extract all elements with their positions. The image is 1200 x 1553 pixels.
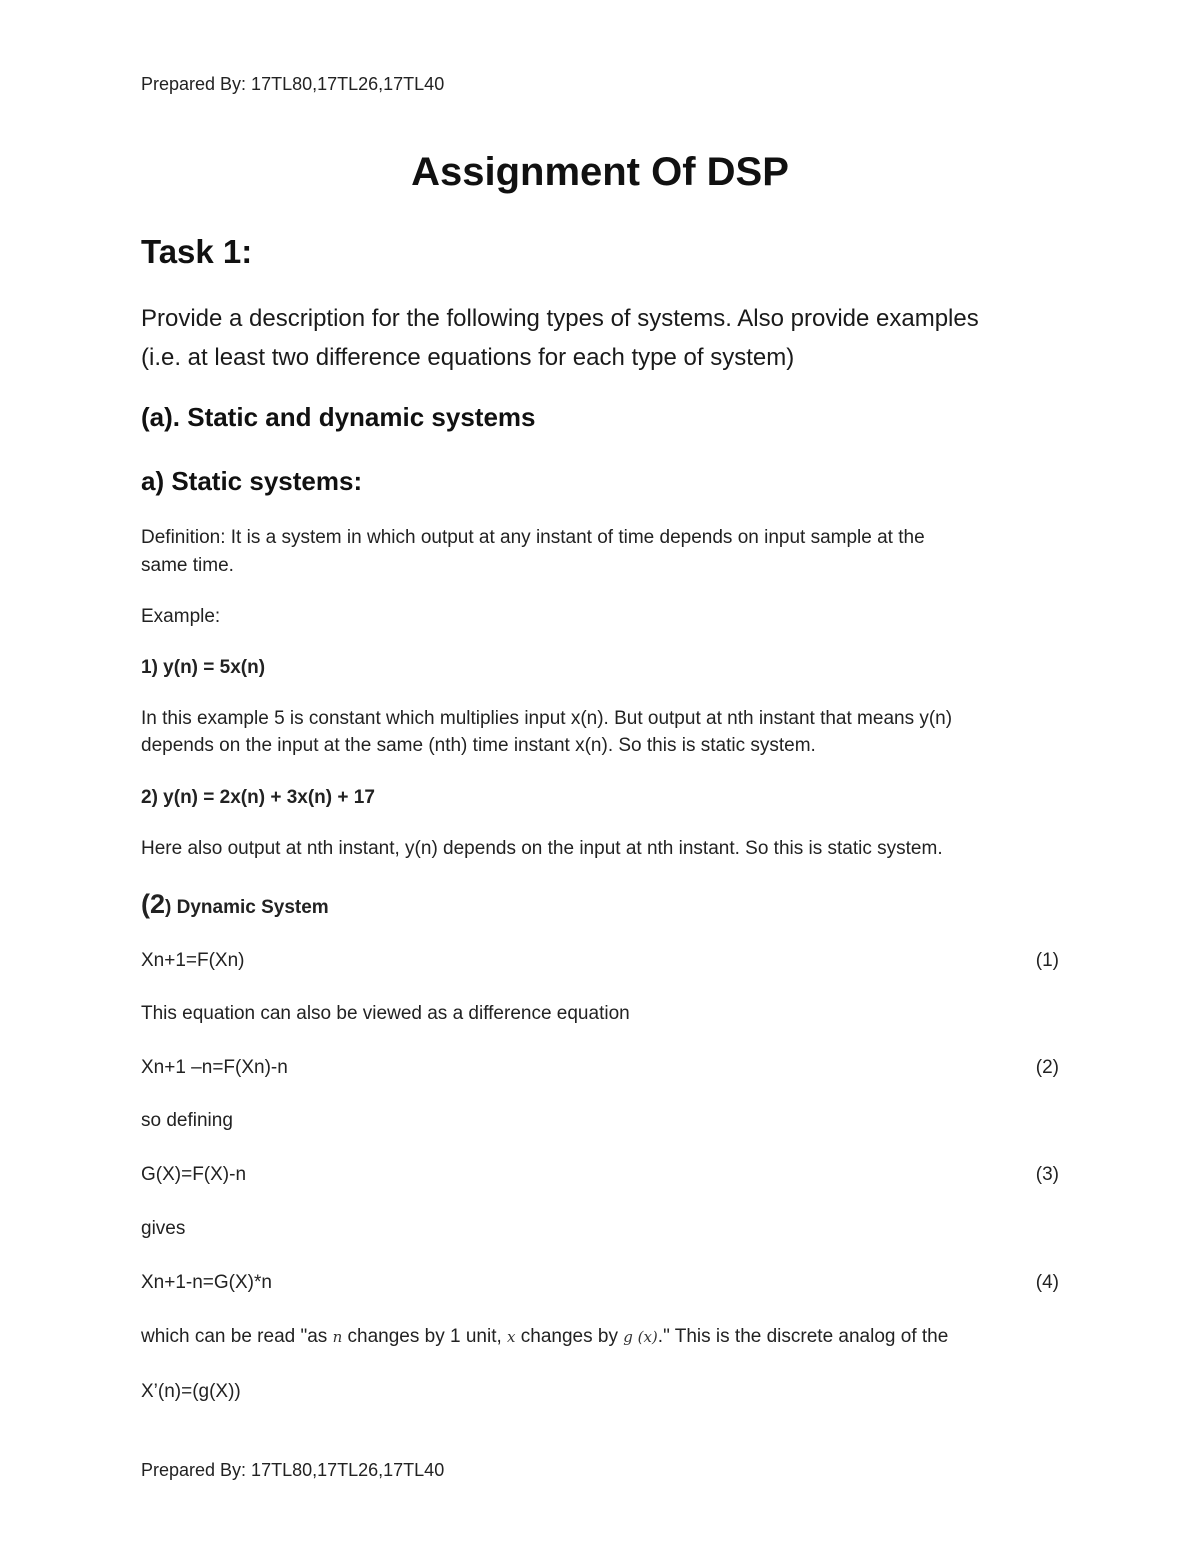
equation-number-1: (1) (1035, 950, 1059, 971)
example-label: Example: (141, 606, 221, 627)
math-x: x (507, 1328, 516, 1346)
dynamic-system-heading (141, 889, 329, 920)
discrete-analog-sentence (141, 1326, 948, 1348)
dynamic-equation-2: Xn+1 –n=F(Xn)-n (141, 1057, 288, 1078)
dynamic-equation-4: Xn+1-n=G(X)*n (141, 1272, 272, 1293)
section-a-heading: (a). Static and dynamic systems (141, 402, 536, 432)
definition-line-1: Definition: It is a system in which output at any instant of time depends on input sample at the (141, 527, 925, 548)
sentence-part-4: ." This is the discrete analog of the (657, 1326, 949, 1347)
dynamic-equation-1: Xn+1=F(Xn) (141, 950, 245, 971)
page-header: Prepared By: 17TL80,17TL26,17TL40 (141, 74, 445, 94)
sentence-part-1: which can be read "as (141, 1326, 333, 1347)
task-description-line-2: (i.e. at least two difference equations for each type of system) (141, 344, 795, 371)
so-defining-text: so defining (141, 1110, 233, 1131)
static-eq2-explanation: Here also output at nth instant, y(n) depends on the input at nth instant. So this is static system. (141, 838, 943, 859)
sentence-part-3: changes by (515, 1326, 624, 1347)
equation-number-3: (3) (1035, 1164, 1059, 1185)
static-eq1-explanation-line-2: depends on the input at the same (nth) time instant x(n). So this is static system. (141, 735, 816, 756)
math-g-of-x: g (x) (623, 1328, 658, 1346)
dynamic-heading-number: (2 (141, 889, 166, 919)
document-title: Assignment Of DSP (411, 150, 789, 194)
derivative-equation: X’(n)=(g(X)) (141, 1381, 241, 1402)
math-n: n (332, 1328, 343, 1346)
equation-number-2: (2) (1035, 1057, 1059, 1078)
static-equation-2: 2) y(n) = 2x(n) + 3x(n) + 17 (141, 787, 375, 808)
definition-line-2: same time. (141, 555, 234, 576)
sentence-part-2: changes by 1 unit, (342, 1326, 508, 1347)
static-systems-heading: a) Static systems: (141, 466, 363, 496)
difference-equation-text: This equation can also be viewed as a difference equation (141, 1003, 630, 1024)
static-equation-1: 1) y(n) = 5x(n) (141, 657, 266, 678)
dynamic-heading-text: ) Dynamic System (165, 897, 329, 918)
dynamic-equation-3: G(X)=F(X)-n (141, 1164, 247, 1185)
gives-text: gives (141, 1218, 186, 1239)
static-eq1-explanation-line-1: In this example 5 is constant which multiplies input x(n). But output at nth instant that means y(n) (141, 708, 953, 729)
page-footer: Prepared By: 17TL80,17TL26,17TL40 (141, 1460, 445, 1480)
task-heading: Task 1: (141, 233, 253, 270)
task-description-line-1: Provide a description for the following types of systems. Also provide examples (141, 305, 979, 332)
equation-number-4: (4) (1035, 1272, 1059, 1293)
